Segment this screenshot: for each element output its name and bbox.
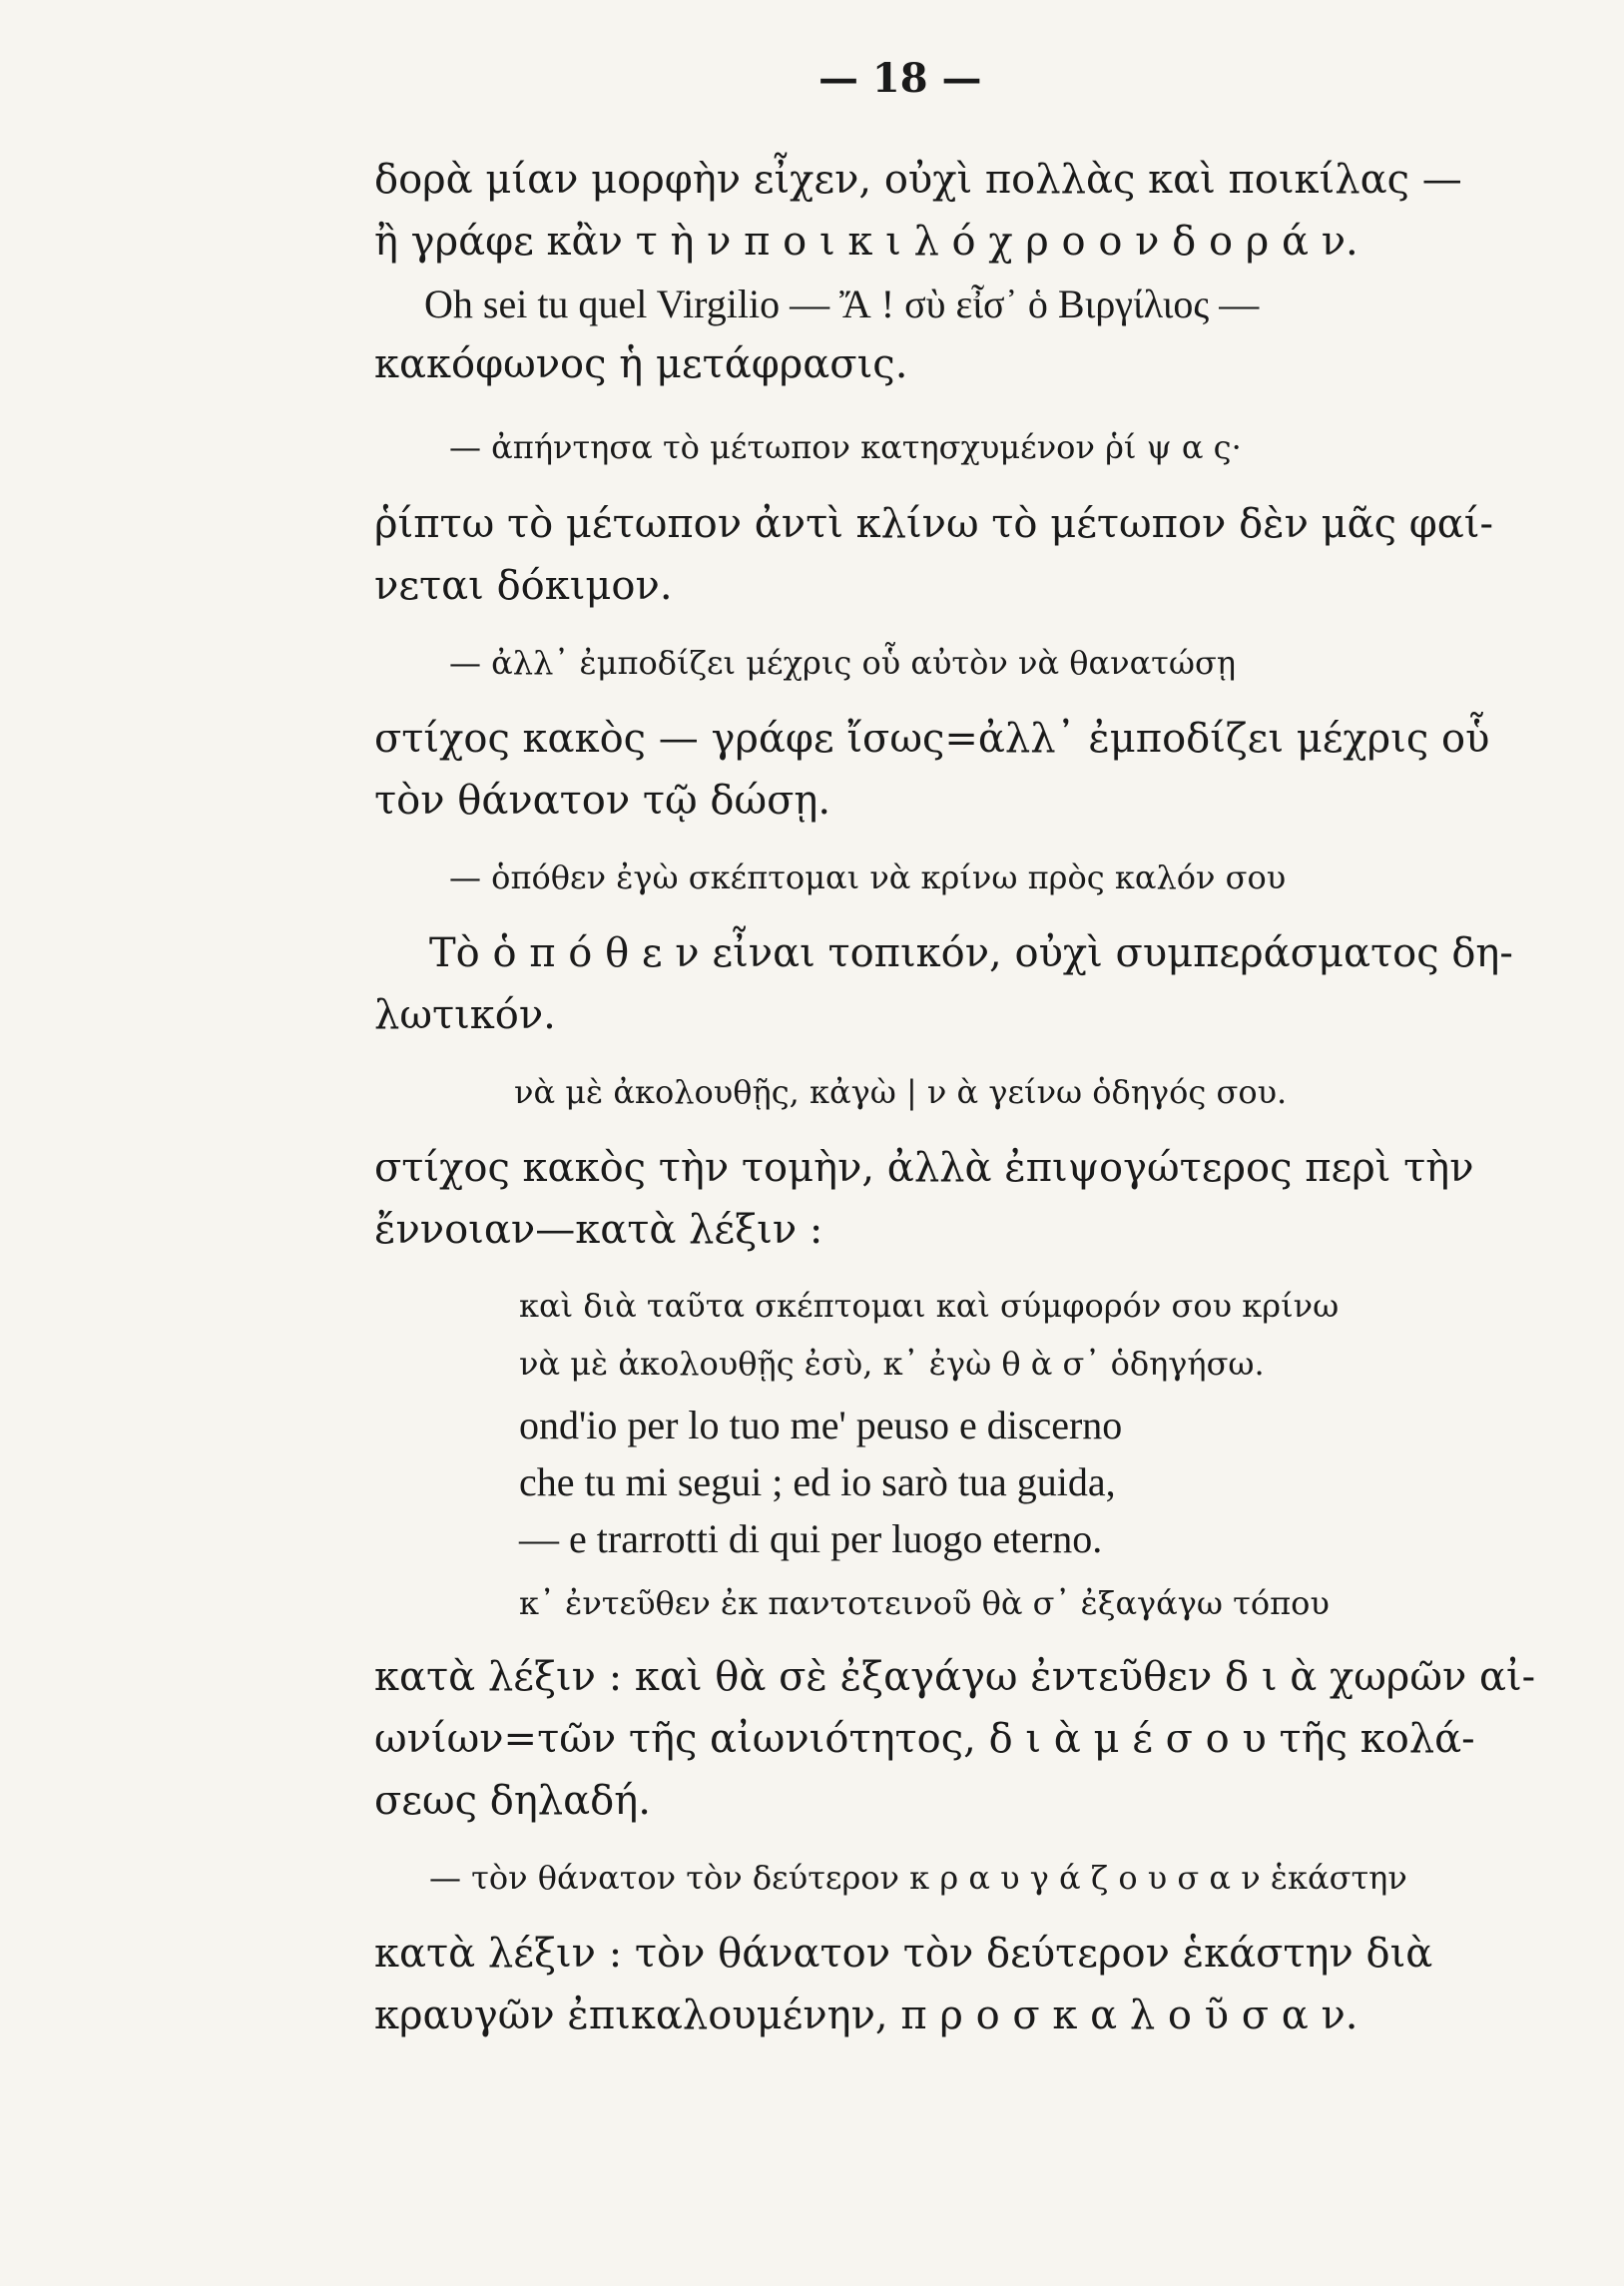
page-number: — 18 —	[818, 55, 982, 102]
text-line: — ὁπόθεν ἐγὼ σκέπτομαι νὰ κρίνω πρὸς καλόν σου	[449, 858, 1287, 896]
text-line: κραυγῶν ἐπικαλουμένην, π ρ ο σ κ α λ ο ῦ σ α ν.	[374, 1993, 1358, 2038]
text-line: τὸν θάνατον τῷ δώσῃ.	[374, 778, 831, 824]
text-line: — e trarrotti di qui per luogo eterno.	[519, 1516, 1103, 1561]
text-line: νὰ μὲ ἀκολουθῇς ἐσὺ, κ᾽ ἐγὼ θ ὰ σ᾽ ὁδηγήσω.	[519, 1345, 1265, 1383]
text-line: δορὰ μίαν μορφὴν εἶχεν, οὐχὶ πολλὰς καὶ ποικίλας —	[374, 157, 1462, 203]
text-line: κατὰ λέξιν : τὸν θάνατον τὸν δεύτερον ἑκάστην διὰ	[374, 1931, 1433, 1977]
text-line: — ἀλλ᾽ ἐμποδίζει μέχρις οὗ αὐτὸν νὰ θανατώσῃ	[449, 644, 1236, 682]
text-line: καὶ διὰ ταῦτα σκέπτομαι καὶ σύμφορόν σου κρίνω	[519, 1287, 1340, 1325]
text-line: λωτικόν.	[374, 992, 556, 1038]
text-line: ωνίων=τῶν τῆς αἰωνιότητος, δ ι ὰ μ έ σ ο υ τῆς κολά-	[374, 1716, 1475, 1762]
text-line: ἔννοιαν—κατὰ λέξιν :	[374, 1207, 823, 1253]
text-line: — ἀπήντησα τὸ μέτωπον κατησχυμένον ῥί ψ α ς·	[449, 428, 1242, 466]
text-line: che tu mi segui ; ed io sarò tua guida,	[519, 1459, 1116, 1504]
text-line: νὰ μὲ ἀκολουθῇς, κἀγὼ | ν ὰ γείνω ὁδηγός σου.	[514, 1073, 1288, 1111]
text-line: ἢ γράφε κἂν τ ὴ ν π ο ι κ ι λ ό χ ρ ο ο ν δ ο ρ ά ν.	[374, 219, 1358, 265]
text-line: ond'io per lo tuo me' peuso e discerno	[519, 1403, 1123, 1447]
text-line: σεως δηλαδή.	[374, 1778, 651, 1824]
text-line: Oh sei tu quel Virgilio — Ἄ ! σὺ εἶσ᾽ ὁ Βιργίλιος —	[424, 282, 1260, 326]
text-line: στίχος κακὸς — γράφε ἴσως=ἀλλ᾽ ἐμποδίζει μέχρις οὗ	[374, 716, 1490, 762]
text-line: — τὸν θάνατον τὸν δεύτερον κ ρ α υ γ ά ζ ο υ σ α ν ἑκάστην	[429, 1859, 1407, 1897]
text-line: Τὸ ὁ π ό θ ε ν εἶναι τοπικόν, οὐχὶ συμπεράσματος δη-	[429, 930, 1513, 976]
text-line: στίχος κακὸς τὴν τομὴν, ἀλλὰ ἐπιψογώτερος περὶ τὴν	[374, 1145, 1474, 1191]
text-line: κατὰ λέξιν : καὶ θὰ σὲ ἐξαγάγω ἐντεῦθεν δ ι ὰ χωρῶν αἰ-	[374, 1654, 1536, 1700]
text-line: κ᾽ ἐντεῦθεν ἐκ παντοτεινοῦ θὰ σ᾽ ἐξαγάγω τόπου	[519, 1584, 1330, 1622]
text-line: κακόφωνος ἡ μετάφρασις.	[374, 341, 908, 387]
text-line: νεται δόκιμον.	[374, 563, 673, 609]
text-line: ῥίπτω τὸ μέτωπον ἀντὶ κλίνω τὸ μέτωπον δὲν μᾶς φαί-	[374, 501, 1493, 547]
